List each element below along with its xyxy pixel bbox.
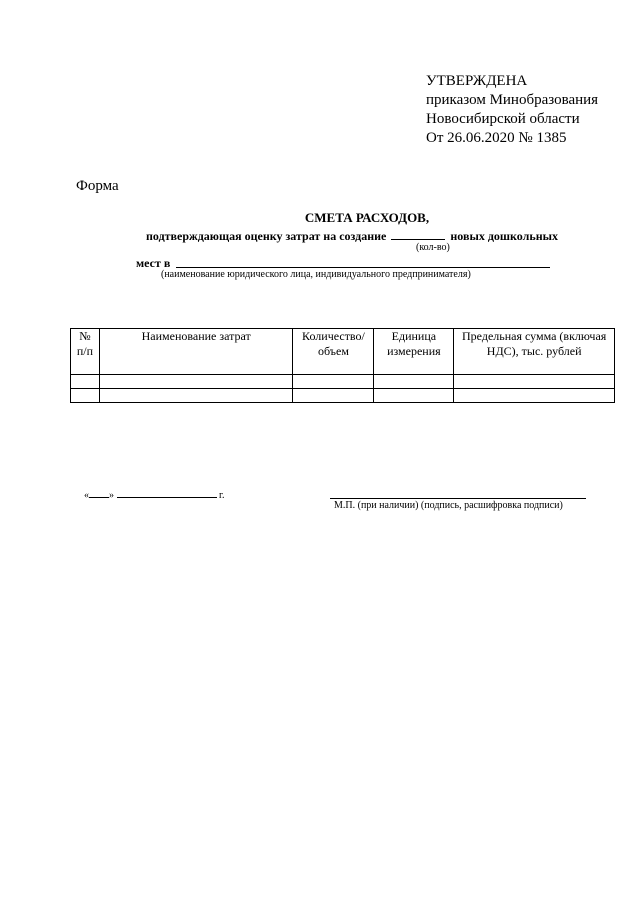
quantity-hint: (кол-во) <box>416 242 450 253</box>
header-max-sum: Предельная сумма (включая НДС), тыс. рублей <box>454 329 615 375</box>
table-cell[interactable] <box>293 375 374 389</box>
table-cell[interactable] <box>71 389 100 403</box>
table-cell[interactable] <box>454 389 615 403</box>
table-header-row <box>71 329 615 375</box>
subtitle-before: подтверждающая оценку затрат на создание <box>146 229 387 243</box>
table-cell[interactable] <box>71 375 100 389</box>
approval-line-1: УТВЕРЖДЕНА <box>426 73 528 89</box>
signature-caption: М.П. (при наличии) (подпись, расшифровка подписи) <box>334 500 563 511</box>
document-subtitle <box>146 228 558 244</box>
approval-line-4: От 26.06.2020 № 1385 <box>426 130 567 146</box>
table-cell[interactable] <box>293 389 374 403</box>
header-number: № п/п <box>71 329 100 375</box>
document-title: СМЕТА РАСХОДОВ, <box>304 210 430 225</box>
table-cell[interactable] <box>99 389 293 403</box>
date-open-quote: « <box>84 490 89 501</box>
approval-line-3: Новосибирской области <box>426 111 580 127</box>
header-unit: Единица измерения <box>374 329 454 375</box>
day-blank[interactable] <box>89 488 109 498</box>
form-label: Форма <box>76 178 119 194</box>
approval-line-2: приказом Минобразования <box>426 92 599 108</box>
entity-hint: (наименование юридического лица, индивидуального предпринимателя) <box>161 269 471 280</box>
header-quantity: Количество/ объем <box>293 329 374 375</box>
approval-stamp <box>426 72 598 148</box>
year-suffix: г. <box>219 490 225 501</box>
estimate-table <box>70 328 615 403</box>
header-cost-name: Наименование затрат <box>99 329 293 375</box>
subtitle-after: новых дошкольных <box>450 229 558 243</box>
table-cell[interactable] <box>374 375 454 389</box>
entity-blank[interactable] <box>176 267 550 268</box>
table-row <box>71 389 615 403</box>
table-cell[interactable] <box>454 375 615 389</box>
quantity-blank[interactable] <box>391 228 445 240</box>
table-cell[interactable] <box>374 389 454 403</box>
table-cell[interactable] <box>99 375 293 389</box>
date-line <box>84 488 224 501</box>
signature-line[interactable] <box>330 498 586 499</box>
month-year-blank[interactable] <box>117 488 217 498</box>
table-row <box>71 375 615 389</box>
date-close-quote: » <box>109 490 114 501</box>
places-label: мест в <box>136 256 171 270</box>
